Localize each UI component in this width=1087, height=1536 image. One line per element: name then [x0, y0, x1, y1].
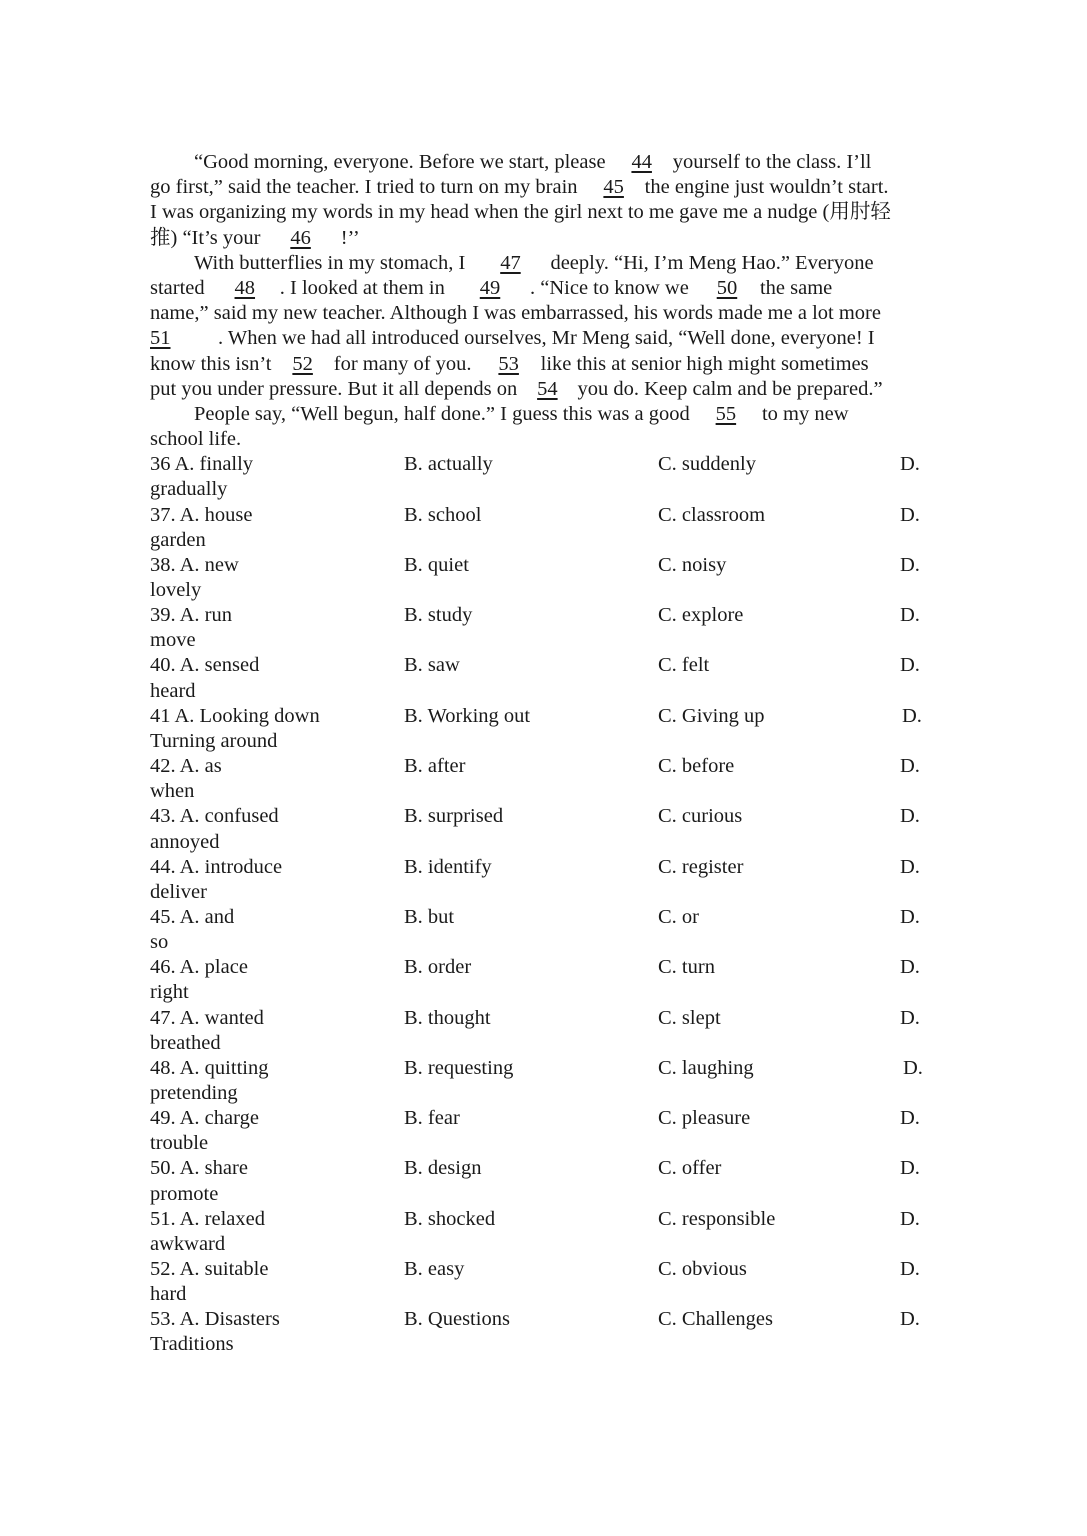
- option-b: B. fear: [404, 1107, 460, 1130]
- option-d-label: D.: [900, 1157, 920, 1180]
- option-d-label: D.: [903, 1056, 923, 1079]
- option-d-value: Turning around: [150, 729, 278, 752]
- option-c: C. obvious: [658, 1258, 747, 1280]
- blank-50: 50: [716, 276, 738, 299]
- option-row: [150, 955, 938, 1005]
- option-d-label: D.: [900, 654, 920, 677]
- option-b: B. study: [404, 604, 473, 627]
- option-row: [150, 452, 938, 502]
- option-b: B. shocked: [404, 1207, 496, 1230]
- passage-line: [150, 276, 938, 301]
- option-row: [150, 1156, 938, 1206]
- answer-options: [150, 452, 938, 1357]
- passage-text: “Good morning, everyone. Before we start, please: [194, 151, 611, 173]
- passage-text: put you under pressure. But it all depends on: [150, 377, 523, 400]
- option-d-value: heard: [150, 679, 196, 702]
- option-c: C. Giving up: [658, 704, 765, 727]
- option-d-label: D.: [900, 1107, 920, 1130]
- passage-text: 推) “It’s your: [150, 226, 266, 249]
- passage-text: People say, “Well begun, half done.” I guess this was a good: [194, 402, 695, 425]
- option-d-label: D.: [900, 1258, 920, 1280]
- passage-text: yourself to the class. I’ll: [672, 151, 872, 173]
- passage-text: . I looked at them in: [279, 276, 451, 299]
- passage-text: to my new: [756, 402, 849, 425]
- option-d-value: so: [150, 931, 169, 954]
- option-b: B. design: [404, 1157, 482, 1180]
- option-c: C. register: [658, 855, 744, 878]
- passage-line: [150, 150, 938, 175]
- passage-line: [150, 352, 938, 377]
- option-d-label: D.: [902, 704, 922, 727]
- option-d-value: gradually: [150, 478, 228, 501]
- option-d-label: D.: [900, 855, 920, 878]
- option-b: B. actually: [404, 453, 493, 476]
- option-row: [150, 804, 938, 854]
- passage-text: I was organizing my words in my head when the girl next to me gave me a nudge (用肘轻: [150, 201, 891, 224]
- option-c: C. offer: [658, 1157, 722, 1180]
- option-d-value: awkward: [150, 1232, 226, 1255]
- blank-47: 47: [500, 251, 521, 274]
- passage-text: started: [150, 276, 210, 299]
- option-b: B. surprised: [404, 805, 504, 828]
- option-row: [150, 1207, 938, 1257]
- passage-text: . “Nice to know we: [530, 276, 694, 299]
- passage-text: for many of you.: [328, 352, 477, 375]
- option-d-label: D.: [900, 453, 920, 476]
- option-row: [150, 704, 938, 754]
- option-b: B. after: [404, 755, 466, 778]
- passage-text: the same: [759, 276, 833, 299]
- option-b: B. Working out: [404, 704, 531, 727]
- passage-text: deeply. “Hi, I’m Meng Hao.” Everyone: [550, 251, 874, 274]
- blank-51: 51: [150, 327, 171, 350]
- option-a: 43. A. confused: [150, 805, 279, 828]
- option-d-value: deliver: [150, 880, 207, 903]
- option-d-value: garden: [150, 528, 206, 551]
- passage-text: know this isn’t: [150, 352, 277, 375]
- passage-text: you do. Keep calm and be prepared.”: [572, 377, 883, 400]
- option-a: 37. A. house: [150, 503, 253, 526]
- blank-49: 49: [479, 276, 501, 299]
- blank-45: 45: [603, 176, 624, 199]
- passage-text: school life.: [150, 428, 242, 451]
- option-d-label: D.: [900, 1207, 920, 1230]
- option-b: B. easy: [404, 1258, 465, 1280]
- passage: [150, 150, 938, 452]
- option-a: 40. A. sensed: [150, 654, 260, 677]
- option-c: C. felt: [658, 654, 710, 677]
- option-c: C. slept: [658, 1006, 721, 1029]
- option-d-value: hard: [150, 1283, 187, 1306]
- option-b: B. quiet: [404, 553, 469, 576]
- passage-text: With butterflies in my stomach, I: [194, 251, 471, 274]
- option-row: [150, 1006, 938, 1056]
- option-row: [150, 1307, 938, 1357]
- passage-line: [150, 326, 938, 351]
- blank-55: 55: [715, 402, 737, 425]
- option-d-value: annoyed: [150, 830, 220, 853]
- option-b: B. school: [404, 503, 482, 526]
- option-a: 48. A. quitting: [150, 1056, 269, 1079]
- blank-52: 52: [292, 352, 313, 375]
- option-d-label: D.: [900, 1006, 920, 1029]
- option-row: [150, 503, 938, 553]
- blank-44: 44: [631, 151, 652, 173]
- option-b: B. order: [404, 956, 472, 979]
- passage-text: !’’: [335, 226, 360, 249]
- blank-48: 48: [234, 276, 256, 299]
- option-d-value: pretending: [150, 1082, 238, 1104]
- passage-text: the engine just wouldn’t start.: [644, 176, 889, 199]
- option-a: 39. A. run: [150, 604, 232, 627]
- option-c: C. pleasure: [658, 1107, 751, 1130]
- option-c: C. Challenges: [658, 1308, 774, 1331]
- option-d-value: breathed: [150, 1031, 221, 1054]
- option-row: [150, 553, 938, 603]
- option-a: 36 A. finally: [150, 453, 254, 476]
- option-d-value: when: [150, 780, 195, 803]
- option-d-label: D.: [900, 503, 920, 526]
- option-b: B. thought: [404, 1006, 491, 1029]
- passage-text: like this at senior high might sometimes: [540, 352, 869, 375]
- blank-46: 46: [290, 226, 311, 249]
- option-row: [150, 1106, 938, 1156]
- option-d-label: D.: [900, 755, 920, 778]
- option-b: B. but: [404, 905, 455, 928]
- option-c: C. responsible: [658, 1207, 776, 1230]
- option-row: [150, 603, 938, 653]
- option-d-value: trouble: [150, 1132, 209, 1155]
- option-row: [150, 855, 938, 905]
- option-c: C. before: [658, 755, 735, 778]
- passage-line: [150, 301, 938, 326]
- option-c: C. turn: [658, 956, 715, 979]
- passage-line: [150, 427, 938, 452]
- option-a: 49. A. charge: [150, 1107, 259, 1130]
- passage-line: [150, 251, 938, 276]
- passage-line: [150, 200, 938, 225]
- option-d-value: Traditions: [150, 1333, 234, 1356]
- option-row: [150, 1056, 938, 1106]
- option-d-value: lovely: [150, 579, 202, 602]
- option-a: 50. A. share: [150, 1157, 248, 1180]
- option-a: 47. A. wanted: [150, 1006, 264, 1029]
- option-row: [150, 905, 938, 955]
- document-page: [150, 150, 938, 1358]
- option-d-label: D.: [900, 1308, 920, 1331]
- passage-text: . When we had all introduced ourselves, Mr Meng said, “Well done, everyone! I: [218, 327, 875, 350]
- option-b: B. requesting: [404, 1056, 514, 1079]
- passage-line: [150, 175, 938, 200]
- passage-line: [150, 402, 938, 427]
- blank-54: 54: [537, 377, 558, 400]
- option-d-label: D.: [900, 604, 920, 627]
- option-row: [150, 653, 938, 703]
- option-d-value: right: [150, 981, 189, 1004]
- option-a: 45. A. and: [150, 905, 235, 928]
- option-b: B. identify: [404, 855, 492, 878]
- option-d-label: D.: [900, 553, 920, 576]
- option-a: 41 A. Looking down: [150, 704, 320, 727]
- option-c: C. explore: [658, 604, 744, 627]
- option-c: C. or: [658, 905, 699, 928]
- option-row: [150, 1257, 938, 1307]
- option-a: 44. A. introduce: [150, 855, 283, 878]
- option-a: 38. A. new: [150, 553, 239, 576]
- option-a: 53. A. Disasters: [150, 1308, 280, 1331]
- passage-line: [150, 377, 938, 402]
- option-d-label: D.: [900, 805, 920, 828]
- option-row: [150, 754, 938, 804]
- passage-text: go first,” said the teacher. I tried to turn on my brain: [150, 176, 583, 199]
- passage-text: name,” said my new teacher. Although I was embarrassed, his words made me a lot more: [150, 302, 881, 325]
- option-a: 46. A. place: [150, 956, 248, 979]
- option-c: C. laughing: [658, 1056, 754, 1079]
- option-d-label: D.: [900, 905, 920, 928]
- option-a: 51. A. relaxed: [150, 1207, 265, 1230]
- blank-53: 53: [498, 352, 519, 375]
- option-d-value: promote: [150, 1182, 219, 1205]
- option-b: B. saw: [404, 654, 460, 677]
- option-c: C. suddenly: [658, 453, 756, 476]
- option-b: B. Questions: [404, 1308, 510, 1331]
- option-d-value: move: [150, 629, 196, 652]
- option-c: C. noisy: [658, 553, 727, 576]
- option-d-label: D.: [900, 956, 920, 979]
- passage-line: [150, 226, 938, 251]
- option-c: C. curious: [658, 805, 743, 828]
- option-a: 42. A. as: [150, 755, 222, 778]
- option-a: 52. A. suitable: [150, 1258, 269, 1280]
- option-c: C. classroom: [658, 503, 766, 526]
